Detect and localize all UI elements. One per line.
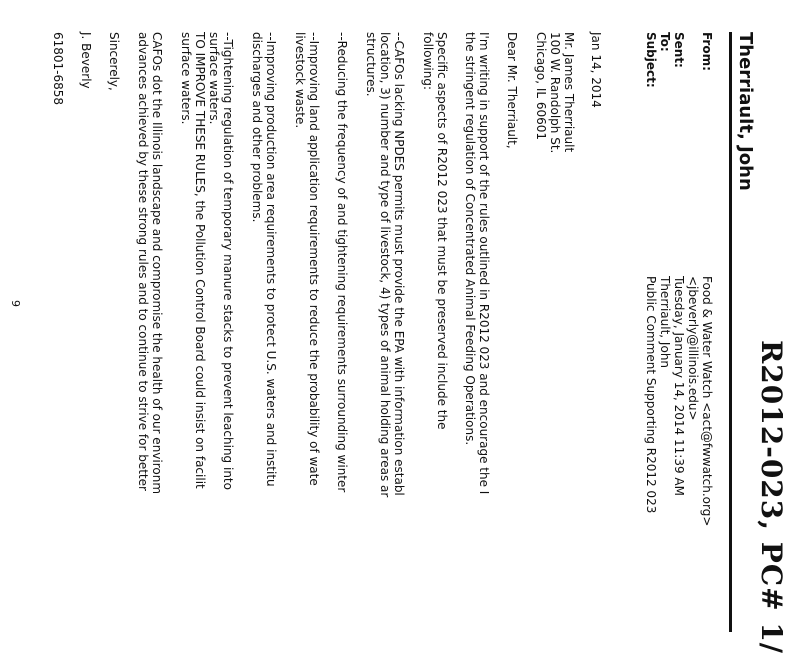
paragraph-line: advances achieved by these strong rules and to continue to strive for better	[136, 32, 150, 491]
from-value-email: <jbeverly@illinois.edu>	[686, 276, 700, 421]
paragraph-line: CAFOs dot the Illinois landscape and compromise the health of our environm	[150, 32, 164, 495]
header-rule	[729, 32, 732, 632]
paragraph-line: livestock waste.	[293, 32, 307, 129]
sender-name: Therriault, John	[735, 32, 756, 191]
zip-code: 61801-6858	[51, 32, 65, 106]
paragraph-line: the stringent regulation of Concentrated Animal Feeding Operations.	[463, 32, 477, 446]
paragraph-line: --Improving land application requirements to reduce the probability of wate	[307, 32, 321, 486]
paragraph-line: --CAFOs lacking NPDES permits must provide the EPA with information establ	[392, 32, 406, 496]
address-line: Mr. James Therriault	[562, 32, 576, 153]
paragraph-line: Specific aspects of R2012 023 that must be preserved include the	[435, 32, 449, 430]
paragraph-line: TO IMPROVE THESE RULES, the Pollution Control Board could insist on facilit	[193, 32, 207, 489]
address-line: Chicago, IL 60601	[534, 32, 548, 141]
from-label: From:	[700, 32, 714, 71]
paragraph-line: --Improving production area requirements to protect U.S. waters and institu	[264, 32, 278, 487]
sent-value: Tuesday, January 14, 2014 11:39 AM	[672, 276, 686, 496]
paragraph-line: location, 3) number and type of livestock, 4) types of animal holding areas ar	[378, 32, 392, 498]
address-line: 100 W. Randolph St.	[548, 32, 562, 154]
paragraph-line: discharges and other problems.	[250, 32, 264, 223]
paragraph-line: --Reducing the frequency of and tightening requirements surrounding winter	[335, 32, 349, 493]
paragraph-line: following:	[421, 32, 435, 90]
to-value: Therriault, John	[658, 276, 672, 369]
from-value: Food & Water Watch <act@fwwatch.org>	[700, 276, 714, 527]
closing: Sincerely,	[107, 32, 121, 91]
paragraph-line: I'm writing in support of the rules outlined in R2012 023 and encourage the I	[477, 32, 491, 495]
letter-date: Jan 14, 2014	[589, 32, 603, 108]
salutation: Dear Mr. Therriault,	[505, 32, 519, 149]
signature: J. Beverly	[79, 32, 93, 89]
subject-label: Subject:	[644, 32, 658, 88]
to-label: To:	[658, 32, 672, 52]
paragraph-line: structures.	[364, 32, 378, 97]
paragraph-line: surface waters.	[207, 32, 221, 125]
page-number: 9	[9, 300, 22, 307]
docket-stamp: R2012-023, PC# 1/	[755, 340, 788, 654]
sent-label: Sent:	[672, 32, 686, 68]
subject-value: Public Comment Supporting R2012 023	[644, 276, 658, 514]
paragraph-line: surface waters.	[179, 32, 193, 125]
paragraph-line: --Tightening regulation of temporary manure stacks to prevent leaching into	[221, 32, 235, 490]
